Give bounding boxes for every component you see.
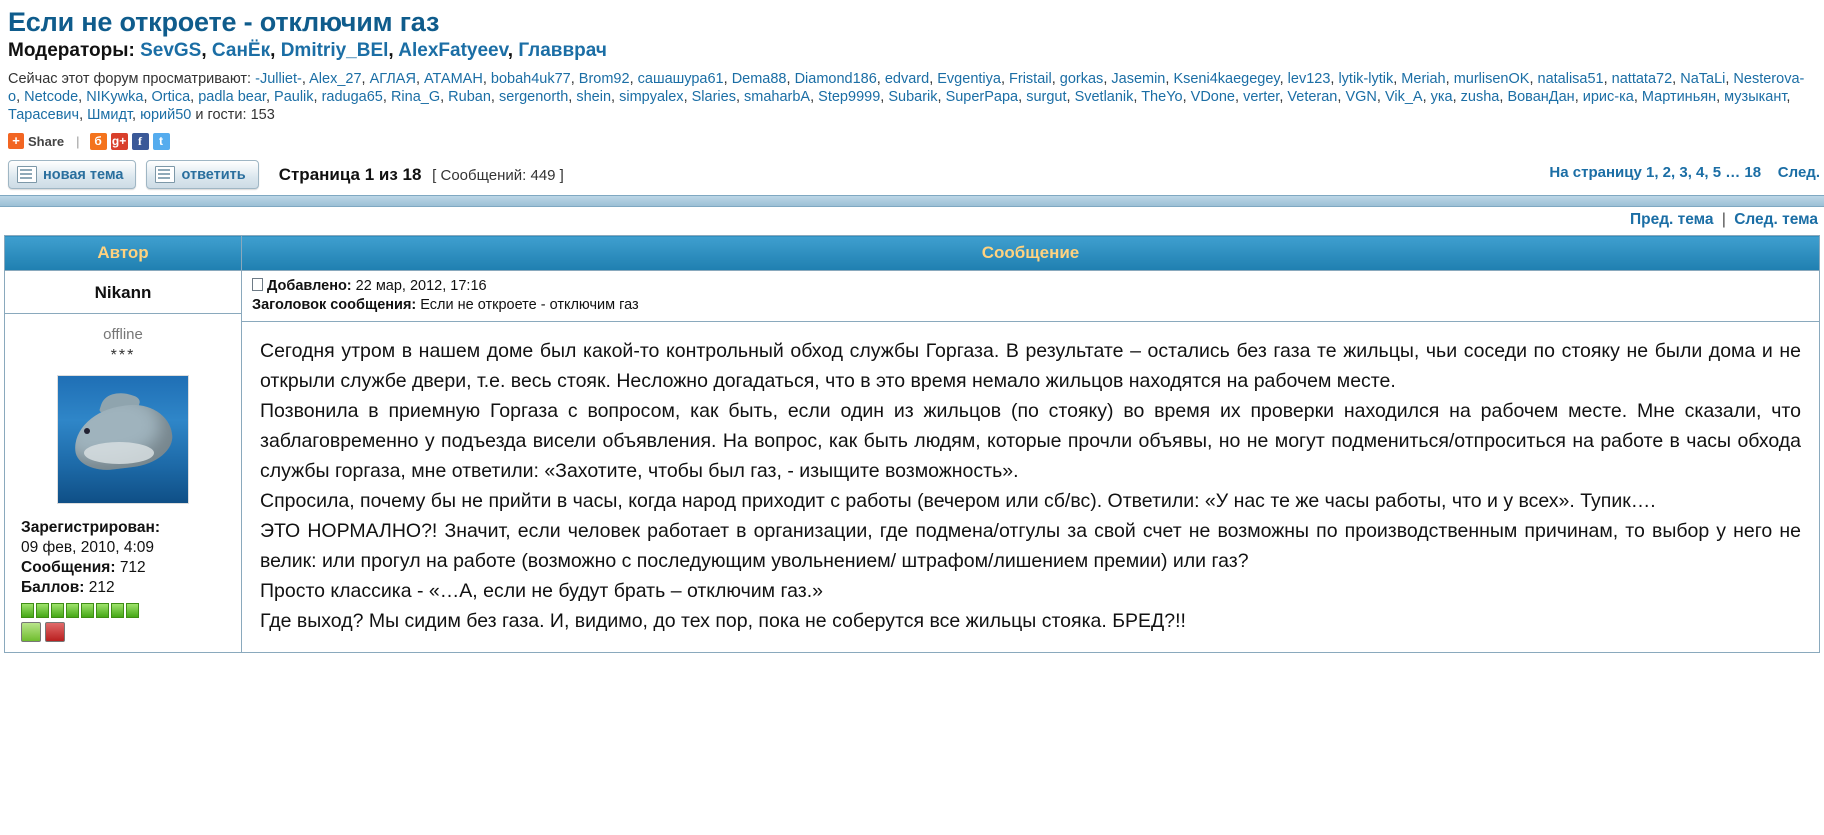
new-topic-button[interactable]	[8, 160, 136, 189]
points-pip	[96, 603, 109, 618]
viewing-user-link[interactable]: Ruban	[448, 89, 491, 105]
messages-label: Сообщения:	[21, 559, 116, 576]
viewing-user-link[interactable]: shein	[576, 89, 612, 105]
moderators-line	[0, 38, 1824, 62]
post-paragraph: Спросила, почему бы не прийти в часы, когда народ приходит с работы (вечером или сб/вс). Ответили: «У нас те же часы работы, что и у всех». Тупик….	[260, 490, 1656, 512]
viewing-user-link[interactable]: Evgentiya	[937, 71, 1001, 87]
page-indicator	[279, 165, 564, 185]
badge-green-icon[interactable]	[21, 622, 41, 642]
viewing-user-link[interactable]: ирис-ка	[1582, 89, 1634, 105]
pagination-page-last[interactable]: 18	[1744, 164, 1762, 181]
viewing-user-link[interactable]: Veteran	[1287, 89, 1338, 105]
points-pip	[51, 603, 64, 618]
viewing-user-link[interactable]: Netcode	[24, 89, 79, 105]
pagination-next[interactable]: След.	[1777, 164, 1820, 181]
messages-value: 712	[119, 559, 146, 576]
points-label: Баллов:	[21, 579, 85, 596]
author-meta	[13, 518, 233, 598]
registered-label: Зарегистрирован:	[21, 519, 161, 536]
avatar-eye-shape	[84, 428, 90, 434]
viewing-user-link[interactable]: АГЛАЯ	[369, 71, 416, 87]
viewing-user-link[interactable]: raduga65	[321, 89, 383, 105]
pagination-page-3[interactable]: 3	[1679, 164, 1688, 181]
section-divider	[0, 195, 1824, 207]
viewing-user-link[interactable]: NIKywka	[86, 89, 144, 105]
next-topic-link[interactable]: След. тема	[1734, 211, 1818, 228]
viewing-user-link[interactable]: АТАМАН	[424, 71, 483, 87]
topic-nav-divider: |	[1721, 211, 1726, 228]
viewing-user-link[interactable]: Paulik	[274, 89, 314, 105]
viewing-user-link[interactable]: NaTaLi	[1680, 71, 1726, 87]
author-cell	[5, 271, 242, 653]
viewing-user-link[interactable]: surgut	[1026, 89, 1067, 105]
viewing-user-link[interactable]: Fristail	[1009, 71, 1052, 87]
viewing-user-link[interactable]: lev123	[1287, 71, 1331, 87]
badge-red-icon[interactable]	[45, 622, 65, 642]
pagination-page-1[interactable]: 1	[1645, 164, 1655, 181]
facebook-icon[interactable]: f	[132, 133, 149, 150]
pagination	[1549, 164, 1820, 181]
viewing-user-link[interactable]: Мартиньян	[1641, 89, 1717, 105]
avatar	[57, 375, 189, 504]
reply-button[interactable]	[146, 160, 258, 189]
viewing-user-link[interactable]: padla bear	[198, 89, 266, 105]
viewing-user-link[interactable]: natalisa51	[1537, 71, 1604, 87]
points-pips	[21, 603, 233, 618]
post-paragraph: Позвонила в приемную Горгаза с вопросом, как быть, если один из жильцов (по стояку) во время их проверки находился на рабочем месте. Мне сказали, что заблаговременно у подъезда висели объявления. На вопрос, как быть людям, которые прочли объявы, но не могут подмениться/отпроситься на работе в часы обхода службы горгаза, мне ответили: «Захотите, чтобы был газ, - изыщите возможность».	[260, 400, 1801, 482]
viewing-user-link[interactable]: Subarik	[888, 89, 938, 105]
viewing-user-link[interactable]: simpyalex	[619, 89, 684, 105]
viewing-user-link[interactable]: zusha	[1460, 89, 1500, 105]
new-topic-label: новая тема	[43, 166, 124, 183]
added-label: Добавлено:	[267, 278, 352, 294]
author-rank: ***	[110, 347, 136, 364]
column-header-author: Автор	[5, 236, 242, 271]
odnoklassniki-icon[interactable]: б	[90, 133, 107, 150]
viewing-label: Сейчас этот форум просматривают:	[8, 71, 252, 87]
viewing-user-link[interactable]: Шмидт	[87, 107, 132, 123]
viewing-user-link[interactable]: Meriah	[1401, 71, 1446, 87]
avatar-belly-shape	[84, 442, 154, 464]
viewing-user-link[interactable]: lytik-lytik	[1338, 71, 1394, 87]
column-header-message: Сообщение	[242, 236, 1820, 271]
moderator-link[interactable]: AlexFatyeev	[398, 40, 508, 61]
new-topic-icon	[17, 166, 37, 183]
viewing-user-link[interactable]: Nesterova-o	[8, 71, 1805, 105]
prev-topic-link[interactable]: Пред. тема	[1629, 211, 1714, 228]
pagination-ellipsis: …	[1725, 164, 1741, 181]
viewing-user-link[interactable]: сашашура61	[637, 71, 724, 87]
viewing-user-link[interactable]: Тарасевич	[8, 107, 80, 123]
viewing-user-link[interactable]: Rina_G	[390, 89, 441, 105]
moderator-link[interactable]: Dmitriy_BEl	[280, 40, 389, 61]
pagination-pages: 1, 2, 3, 4, 5	[1645, 164, 1722, 181]
pagination-prefix: На страницу	[1549, 164, 1642, 181]
viewing-user-link[interactable]: verter	[1243, 89, 1280, 105]
post-body	[242, 322, 1819, 644]
table-header-row	[5, 236, 1820, 271]
moderator-link[interactable]: Главврач	[518, 40, 607, 61]
author-name[interactable]: Nikann	[5, 271, 241, 314]
points-pip	[126, 603, 139, 618]
topic-nav	[0, 207, 1824, 235]
viewing-users-list: -Julliet-, Alex_27, АГЛАЯ, АТАМАН, bobah4uk77, Brom92, сашашура61, Dema88, Diamond186, edvard, Evgentiya, Fristail, gorkas, Jasemin, Kseni4kaegegey, lev123, lytik-lytik, Meriah, murlisenOK, natalisa51, nattata72, NaTaLi, Nesterova-o, Netcode, NIKywka, Ortica, padla bear, Paulik, raduga65, Rina_G, Ruban, sergenorth, shein, simpyalex, Slaries, smaharbA, Step9999, Subarik, SuperPapa, surgut, Svetlanik, TheYo, VDone, verter, Veteran, VGN, Vik_A, ука, zusha, ВованДан, ирис-ка, Мартиньян, музыкант, Тарасевич, Шмидт, юрий50	[8, 71, 1805, 123]
post-added-line	[252, 277, 1811, 296]
share-separator: |	[76, 133, 80, 149]
author-details	[5, 314, 241, 652]
toolbar	[0, 152, 1824, 195]
reply-icon	[155, 166, 175, 183]
viewing-user-link[interactable]: nattata72	[1611, 71, 1673, 87]
guests-count: и гости: 153	[195, 107, 275, 123]
page-title: Если не откроете - отключим газ	[8, 7, 440, 37]
pagination-page-4[interactable]: 4	[1696, 164, 1705, 181]
viewing-user-link[interactable]: Step9999	[818, 89, 881, 105]
moderators-list: SevGS, СанЁк, Dmitriy_BEl, AlexFatyeev, Главврач	[140, 40, 607, 61]
post-paragraph: ЭТО НОРМАЛНО?! Значит, если человек работает в организации, где подмена/отгулы за свой счет не возможны по производственным причинам, то выбор у него не велик: или прогул на работе (возможно с последующим увольнением/ штрафом/лишением премии) или газ?	[260, 520, 1801, 572]
viewing-user-link[interactable]: Diamond186	[794, 71, 877, 87]
viewing-user-link[interactable]: murlisenOK	[1453, 71, 1530, 87]
points-pip	[21, 603, 34, 618]
viewing-user-link[interactable]: юрий50	[140, 107, 192, 123]
post-paragraph: Просто классика - «…А, если не будут брать – отключим газ.»	[260, 580, 824, 602]
added-value: 22 мар, 2012, 17:16	[355, 278, 487, 294]
viewing-user-link[interactable]: Alex_27	[309, 71, 362, 87]
post-header	[242, 271, 1819, 322]
points-value: 212	[88, 579, 115, 596]
viewing-user-link[interactable]: smaharbA	[744, 89, 811, 105]
viewing-user-link[interactable]: ука	[1430, 89, 1453, 105]
viewing-user-link[interactable]: sergenorth	[498, 89, 569, 105]
post-cell	[242, 271, 1820, 653]
post-paragraph: Где выход? Мы сидим без газа. И, видимо, до тех пор, пока не соберутся все жильцы стояка. БРЕД?!!	[260, 610, 1186, 632]
viewing-user-link[interactable]: bobah4uk77	[490, 71, 571, 87]
viewing-user-link[interactable]: -Julliet-	[255, 71, 302, 87]
viewing-user-link[interactable]: gorkas	[1059, 71, 1104, 87]
moderator-link[interactable]: СанЁк	[211, 40, 271, 61]
viewing-user-link[interactable]: VGN	[1345, 89, 1377, 105]
badges	[21, 622, 233, 642]
points-pip	[36, 603, 49, 618]
author-status: offline	[103, 326, 143, 343]
viewing-user-link[interactable]: Jasemin	[1111, 71, 1166, 87]
twitter-icon[interactable]: t	[153, 133, 170, 150]
points-pip	[66, 603, 79, 618]
google-plus-icon[interactable]: g+	[111, 133, 127, 148]
subject-label: Заголовок сообщения:	[252, 297, 417, 313]
pagination-page-5[interactable]: 5	[1712, 164, 1722, 181]
post-icon	[252, 278, 263, 291]
points-pip	[81, 603, 94, 618]
reply-label: ответить	[181, 166, 246, 183]
viewing-now-line	[0, 62, 1824, 124]
viewing-user-link[interactable]: VDone	[1190, 89, 1235, 105]
viewing-user-link[interactable]: Svetlanik	[1074, 89, 1134, 105]
viewing-user-link[interactable]: музыкант	[1724, 89, 1787, 105]
post-subject-line	[252, 296, 1811, 315]
subject-value: Если не откроете - отключим газ	[420, 297, 639, 313]
viewing-user-link[interactable]: ВованДан	[1507, 89, 1575, 105]
table-row	[5, 271, 1820, 653]
viewing-user-link[interactable]: Vik_A	[1384, 89, 1423, 105]
viewing-user-link[interactable]: Slaries	[691, 89, 736, 105]
viewing-user-link[interactable]: Ortica	[151, 89, 191, 105]
registered-value: 09 фев, 2010, 4:09	[21, 539, 155, 556]
viewing-user-link[interactable]: SuperPapa	[945, 89, 1019, 105]
points-pip	[111, 603, 124, 618]
posts-table	[4, 235, 1820, 653]
moderators-label: Модераторы:	[8, 40, 135, 61]
page-label: Страница 1 из 18	[278, 164, 422, 184]
viewing-user-link[interactable]: Dema88	[731, 71, 787, 87]
messages-count: [ Сообщений: 449 ]	[432, 166, 564, 184]
moderator-link[interactable]: SevGS	[140, 40, 202, 61]
post-paragraph: Сегодня утром в нашем доме был какой-то контрольный обход службы Горгаза. В результате – остались без газа те жильцы, чьи соседи по стояку не были дома и не открыли службе двери, т.е. весь стояк. Несложно догадаться, что в это время немало жильцов находятся на рабочем месте.	[260, 340, 1801, 392]
viewing-user-link[interactable]: Kseni4kaegegey	[1173, 71, 1280, 87]
share-plus-icon[interactable]: +	[8, 133, 24, 149]
pagination-page-2[interactable]: 2	[1662, 164, 1672, 181]
viewing-user-link[interactable]: TheYo	[1141, 89, 1183, 105]
viewing-user-link[interactable]: Brom92	[578, 71, 630, 87]
share-row	[0, 124, 1824, 152]
share-label[interactable]: Share	[28, 133, 65, 149]
viewing-user-link[interactable]: edvard	[884, 71, 930, 87]
